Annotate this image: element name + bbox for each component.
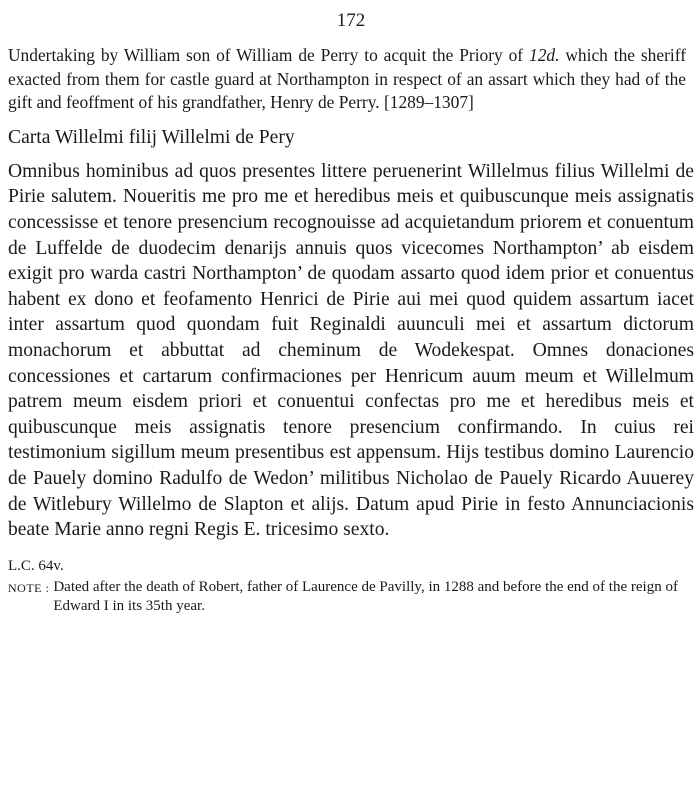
summary-text-part2: which the sheriff exacted from them for castle guard at Northampton in respect of an assart which they had of the gift and feoffment of his grandfather, Henry de Perry. [1289–1307] <box>8 45 686 113</box>
page-number: 172 <box>336 10 366 31</box>
editorial-note <box>8 578 694 616</box>
english-summary <box>8 44 694 115</box>
summary-text-part1: Undertaking by William son of William de Perry to acquit the Priory of <box>8 45 530 65</box>
charter-latin-text: Omnibus hominibus ad quos presentes littere peruenerint Willelmus filius Willelmi de Pirie salutem. Noueritis me pro me et heredibus meis et quibuscunque meis assignatis concessisse et tenore presencium recognouisse ad acquietandum priorem et conuentum de Luffelde de duodecim denarijs annuis quos vicecomes Northampton’ ab eisdem exigit pro warda castri Northampton’ de quodam assarto quod idem prior et conuentus habent ex dono et feofamento Henrici de Pirie aui mei quod quidem assartum iacet inter assartum quod quondam fuit Reginaldi auunculi mei et assartum dictorum monachorum et abbuttat ad cheminum de Wodekespat. Omnes donaciones concessiones et cartarum confirmaciones per Henricum auum meum et Willelmum patrem meum eisdem priori et conuentui confectas pro me et heredibus meis et quibuscunque meis assignatis tenore presencium confirmando. In cuius rei testimonium sigillum meum presentibus est appensum. Hijs testibus domino Laurencio de Pauely domino Radulfo de Wedon’ militibus Nicholao de Pauely Ricardo Auuerey de Witlebury Willelmo de Slapton et alijs. Datum apud Pirie in festo Annunciacionis beate Marie anno regni Regis E. tricesimo sexto. <box>8 160 694 541</box>
summary-amount: 12d. <box>529 45 560 65</box>
note-text: Dated after the death of Robert, father of Laurence de Pavilly, in 1288 and before the end of the reign of Edward I in its 35th year. <box>53 578 678 614</box>
note-label: NOTE : <box>8 580 50 595</box>
charter-title: Carta Willelmi filij Willelmi de Pery <box>8 126 295 148</box>
source-reference: L.C. 64v. <box>8 557 64 574</box>
